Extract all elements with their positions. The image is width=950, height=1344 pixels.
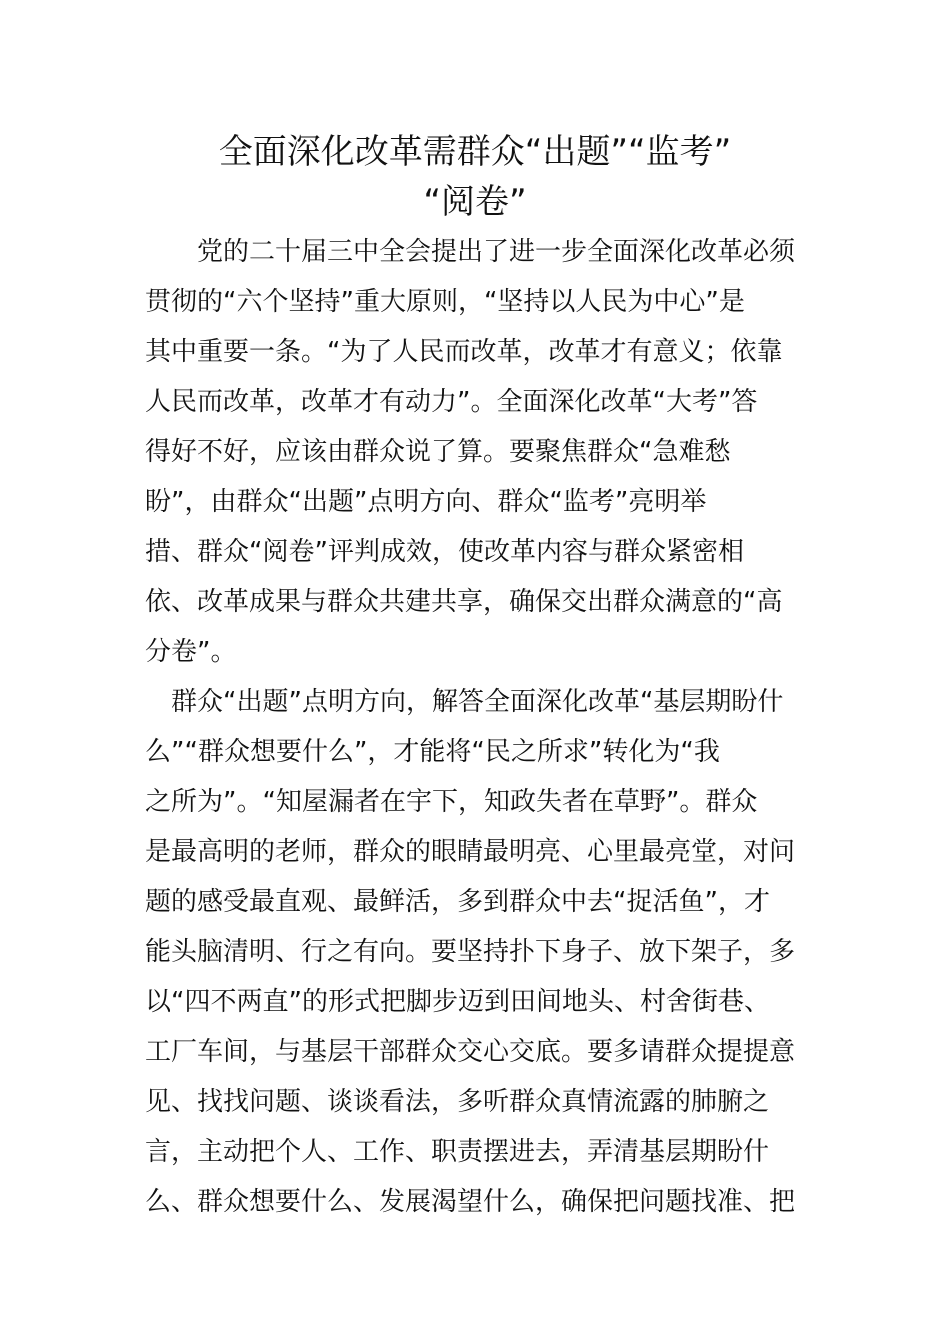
text-line: 人民而改革，改革才有动力”。全面深化改革“大考”答 <box>145 387 758 417</box>
text-line: 题的感受最直观、最鲜活，多到群众中去“捉活鱼”，才 <box>145 887 770 917</box>
text-line: 党的二十届三中全会提出了进一步全面深化改革必须 <box>145 237 796 267</box>
text-line: 之所为”。“知屋漏者在宇下，知政失者在草野”。群众 <box>145 787 758 817</box>
text-line: 是最高明的老师，群众的眼睛最明亮、心里最亮堂，对问 <box>145 837 796 867</box>
text-line: 贯彻的“六个坚持”重大原则，“坚持以人民为中心”是 <box>145 287 745 317</box>
text-line: 么”“群众想要什么”，才能将“民之所求”转化为“我 <box>145 737 720 767</box>
text-line: 工厂车间，与基层干部群众交心交底。要多请群众提提意 <box>145 1037 796 1067</box>
text-line: 依、改革成果与群众共建共享，确保交出群众满意的“高 <box>145 587 783 617</box>
text-line: 见、找找问题、谈谈看法，多听群众真情流露的肺腑之 <box>145 1087 770 1117</box>
text-line: 群众“出题”点明方向，解答全面深化改革“基层期盼什 <box>145 687 784 717</box>
text-line: 么、群众想要什么、发展渴望什么，确保把问题找准、把 <box>145 1187 796 1217</box>
text-line: 得好不好，应该由群众说了算。要聚焦群众“急难愁 <box>145 437 731 467</box>
text-line: 能头脑清明、行之有向。要坚持扑下身子、放下架子，多 <box>145 937 796 967</box>
text-line: 其中重要一条。“为了人民而改革，改革才有意义；依靠 <box>145 337 783 367</box>
text-line: 盼”，由群众“出题”点明方向、群众“监考”亮明举 <box>145 487 707 517</box>
text-line: 分卷”。 <box>145 637 237 667</box>
text-line: 以“四不两直”的形式把脚步迈到田间地头、村舍街巷、 <box>145 987 770 1017</box>
document-title-line-1: 全面深化改革需群众“出题”“监考” <box>218 132 732 172</box>
document-title-line-2: “阅卷” <box>423 182 527 222</box>
text-line: 言，主动把个人、工作、职责摆进去，弄清基层期盼什 <box>145 1137 770 1167</box>
text-line: 措、群众“阅卷”评判成效，使改革内容与群众紧密相 <box>145 537 744 567</box>
